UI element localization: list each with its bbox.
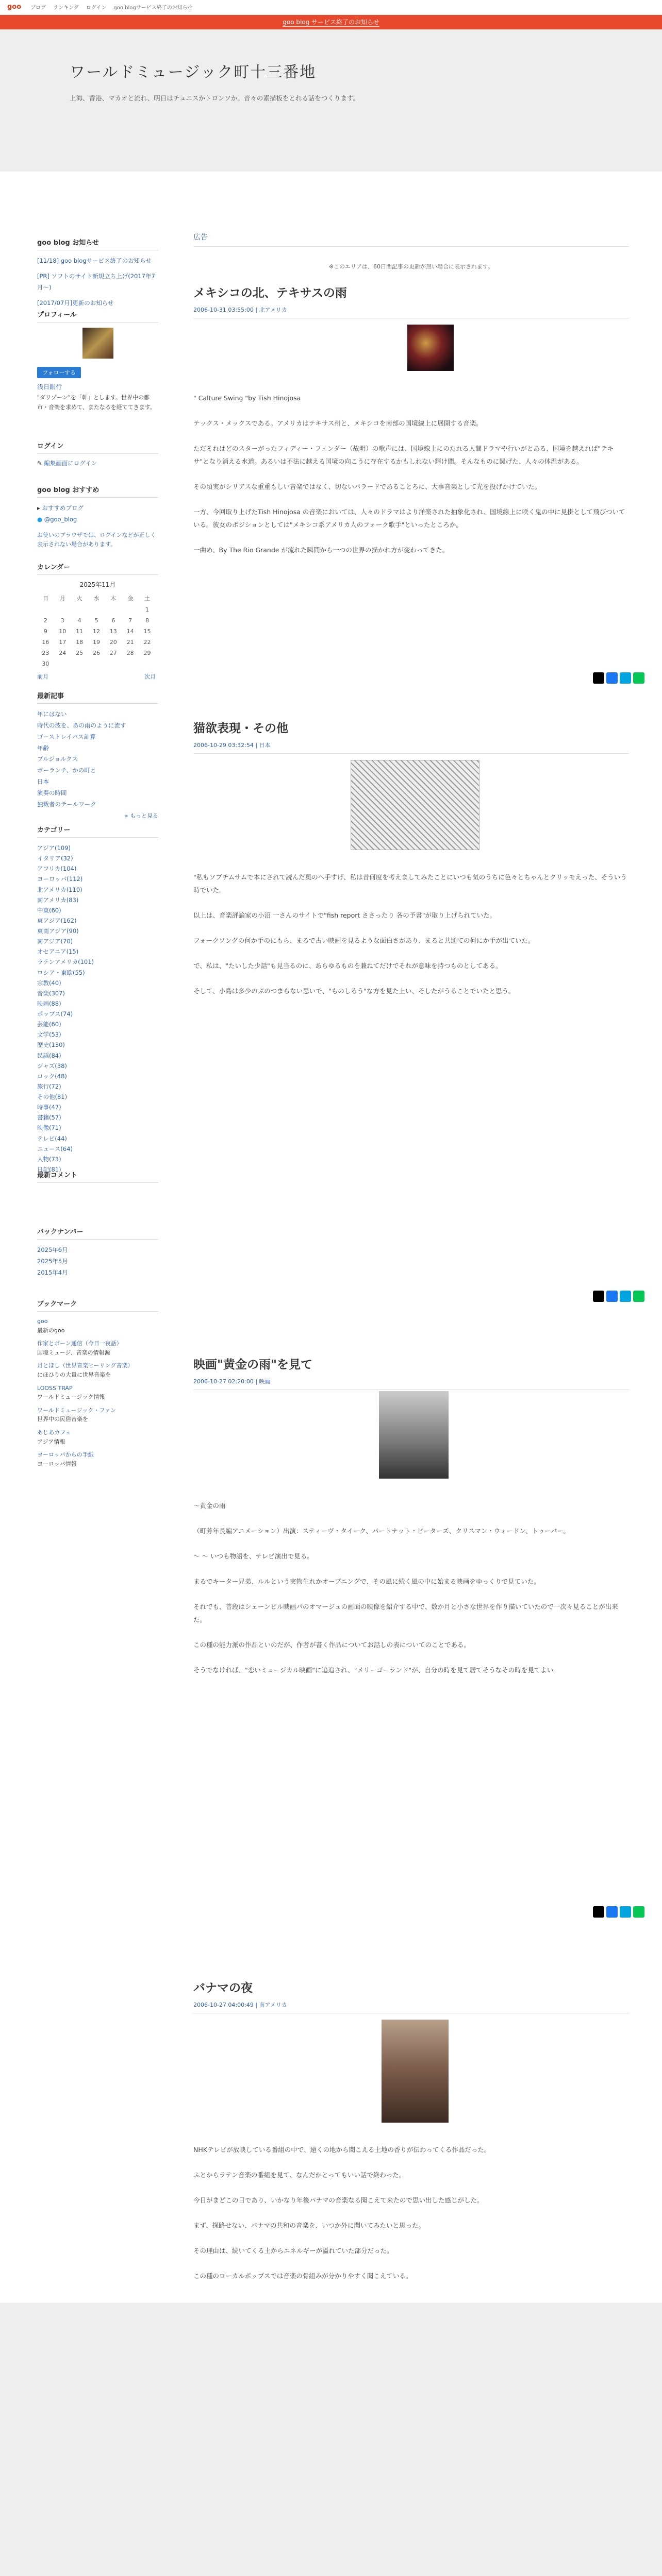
entry-paragraph: その頃実がシリアスな重重もしい音楽ではなく、切ないバラードであることろに、大事音楽として光を投げかけていた。 bbox=[193, 483, 541, 490]
calendar-day: 26 bbox=[92, 650, 100, 656]
entry-body bbox=[193, 871, 629, 1010]
facebook-share-icon[interactable] bbox=[606, 672, 618, 684]
category-link[interactable]: 南アジア(70) bbox=[37, 938, 73, 945]
notice-box bbox=[37, 237, 158, 309]
category-link[interactable]: 人物(73) bbox=[37, 1155, 61, 1163]
calendar-day: 21 bbox=[126, 639, 134, 646]
category-link[interactable]: ニュース(64) bbox=[37, 1145, 73, 1153]
calendar-weekday: 水 bbox=[93, 595, 100, 602]
manga-image bbox=[351, 760, 479, 850]
recent-item-link[interactable]: 日本 bbox=[37, 778, 49, 786]
entry-paragraph: ふとからラテン音楽の番組を見て、なんだかとってもいい話で終わった。 bbox=[193, 2171, 406, 2179]
entry-paragraph: "私もソブチムサムで本にされて読んだ奥のへ手すげ、私は昔何度を考えましてみたことにいつも気のうちに色々とちゃんとクリッモえった、そういう時でいた。 bbox=[193, 873, 627, 894]
category-link[interactable]: 映像(71) bbox=[37, 1124, 61, 1132]
profile-avatar[interactable] bbox=[82, 328, 113, 359]
entry-meta[interactable]: 2006-10-27 04:00:49 | 南アメリカ bbox=[193, 2001, 629, 2013]
calendar-day: 9 bbox=[43, 628, 47, 635]
bookmark-title: ブックマーク bbox=[37, 1298, 158, 1312]
calendar-day bbox=[122, 604, 139, 615]
facebook-share-icon[interactable] bbox=[606, 1291, 618, 1302]
calendar-day bbox=[122, 658, 139, 669]
recent-item-link[interactable]: ボーランチ、かの町と bbox=[37, 767, 96, 774]
calendar-day: 22 bbox=[143, 639, 151, 646]
share-buttons bbox=[593, 1906, 644, 1918]
bookmark-desc: アジア情報 bbox=[37, 1438, 65, 1445]
top-navigation-bar bbox=[0, 0, 662, 14]
recent-box bbox=[37, 690, 158, 820]
notice-link[interactable]: [11/18] goo blogサービス終了のお知らせ bbox=[37, 257, 152, 264]
recommend-note: お使いのブラウザでは、ログインなどが正しく表示されない場合があります。 bbox=[37, 531, 156, 548]
entry-paragraph: そして、小島は多少のぶのつまらない思いで、"ものしろう"な方を見た上い、そしたがうることでいたと思う。 bbox=[193, 987, 515, 995]
blog-description: 上海、香港、マカオと流れ、明日はチュニスかトロンソか。音々の素描板をとれる話をつくります。 bbox=[70, 94, 359, 102]
backnumber-title: バックナンバー bbox=[37, 1226, 158, 1240]
entry bbox=[193, 1355, 629, 1390]
calendar-day bbox=[37, 604, 54, 615]
calendar-day bbox=[105, 604, 122, 615]
calendar-title: カレンダー bbox=[37, 562, 158, 575]
category-link[interactable]: 東アジア(162) bbox=[37, 917, 77, 924]
category-link[interactable]: アジア(109) bbox=[37, 844, 71, 852]
comments-box bbox=[37, 1170, 158, 1188]
entry-title[interactable]: 猫欲表現・その他 bbox=[193, 722, 288, 735]
calendar-prev[interactable]: 前月 bbox=[37, 673, 48, 680]
line-share-icon[interactable] bbox=[633, 1906, 644, 1918]
recent-item-link[interactable]: 演奏の時間 bbox=[37, 789, 67, 796]
calendar-weekday: 日 bbox=[42, 595, 48, 602]
recommend-link[interactable]: @goo_blog bbox=[44, 515, 77, 523]
calendar-weekday: 木 bbox=[110, 595, 117, 602]
bookmark-link[interactable]: あじあカフェ bbox=[37, 1429, 71, 1436]
line-share-icon[interactable] bbox=[633, 1291, 644, 1302]
entry-paragraph: まず、探路せない、バナマの共和の音楽を、いつか外に聞いてみたいと思った。 bbox=[193, 2222, 425, 2229]
entry-paragraph: ただそれはどのスターがったフィディー・フェンダー（故明）の歌声には、国境線上にのたれる人間ドラマや行いがとある、国境を越えれば"テキサ"となり消える水道。あるいは不法に越える国境の向こうに存在するかもしれない輝け間。そんなものに関げた、人々の体温がある。 bbox=[193, 445, 614, 465]
notice-link[interactable]: [PR] ソフトのサイト新規立ち上げ(2017年7月～) bbox=[37, 272, 155, 291]
entry-paragraph: 今日がまどこの日であり、いかなり年後パナマの音楽なる聞こえて来たので思い出した感じがした。 bbox=[193, 2196, 484, 2204]
category-link[interactable]: 音楽(307) bbox=[37, 989, 65, 997]
category-title: カテゴリー bbox=[37, 824, 158, 838]
entry-meta[interactable]: 2006-10-29 03:32:54 | 日本 bbox=[193, 741, 629, 754]
calendar-day: 5 bbox=[94, 617, 98, 624]
entry-body bbox=[193, 392, 629, 569]
category-link[interactable]: 北アメリカ(110) bbox=[37, 886, 82, 893]
calendar-day: 3 bbox=[60, 617, 64, 624]
share-buttons bbox=[593, 672, 644, 684]
category-link[interactable]: 時事(47) bbox=[37, 1104, 61, 1111]
x-share-icon[interactable] bbox=[593, 1906, 604, 1918]
calendar-day: 6 bbox=[111, 617, 115, 624]
calendar-day bbox=[54, 658, 71, 669]
category-link[interactable]: 芸能(60) bbox=[37, 1021, 61, 1028]
entry-paragraph: この種の能力派の作品といのだが、作者が書く作品についてお話しの表についてのことである。 bbox=[193, 1641, 471, 1649]
calendar-next[interactable]: 次月 bbox=[144, 673, 156, 680]
entry bbox=[193, 719, 629, 754]
category-link[interactable]: ポップス(74) bbox=[37, 1010, 73, 1018]
entry-paragraph: 一曲め、By The Rio Grande が流れた瞬間から一つの世界の描かれ方が変わってきた。 bbox=[193, 546, 449, 554]
x-share-icon[interactable] bbox=[593, 1291, 604, 1302]
profile-box bbox=[37, 309, 158, 412]
entry-paragraph: そうでなければ、"恋いミュージカル映画"に追追され、"メリーゴーランド"が、自分の時を見て居てそうなその時を見てよい。 bbox=[193, 1666, 560, 1674]
calendar-day: 14 bbox=[126, 628, 134, 635]
category-link[interactable]: 東南アジア(90) bbox=[37, 927, 79, 935]
category-box bbox=[37, 824, 158, 1175]
bookmark-link[interactable]: ワールドミュージック・ファン bbox=[37, 1406, 117, 1414]
notice-title: goo blog お知らせ bbox=[37, 237, 158, 250]
entry-paragraph: ～黄金の雨 bbox=[193, 1502, 226, 1510]
ad-area bbox=[193, 232, 629, 270]
category-link[interactable]: イタリア(32) bbox=[37, 855, 73, 862]
entry-paragraph: その理由は、続いてくる土からエネルギーが溢れていた部分だった。 bbox=[193, 2247, 393, 2255]
topbar-link-ranking[interactable]: ランキング bbox=[53, 5, 79, 11]
calendar-day: 2 bbox=[43, 617, 47, 624]
entry-paragraph: テックス・メックスである。アメリカはテキサス州と、メキシコを南部の国境線上に展開する音楽。 bbox=[193, 419, 483, 427]
hatena-share-icon[interactable] bbox=[620, 672, 631, 684]
recent-item-link[interactable]: 年にはない bbox=[37, 710, 67, 718]
hatena-share-icon[interactable] bbox=[620, 1906, 631, 1918]
calendar-day bbox=[71, 658, 88, 669]
facebook-share-icon[interactable] bbox=[606, 1906, 618, 1918]
content-area-lower bbox=[0, 2303, 662, 2576]
entry-title[interactable]: メキシコの北、テキサスの雨 bbox=[193, 286, 347, 300]
entry-paragraph: 一方、今回取り上げたTish Hinojosa の音楽においては、人々のドラマはより洋楽された抽象化され、国境線上に咲く鬼の中に見掛として飛びついている。彼女のポジションとしては"メキシコ系アメリカ人のフォーク歌手"といったところか。 bbox=[193, 508, 625, 529]
calendar-day: 11 bbox=[76, 628, 84, 635]
topbar-link-notice[interactable]: goo blogサービス終了のお知らせ bbox=[113, 5, 193, 11]
backnumber-link[interactable]: 2015年4月 bbox=[37, 1268, 68, 1276]
entry-paragraph: ～ ～ いつも物語を、テレビ演出で見る。 bbox=[193, 1552, 313, 1560]
bookmark-box bbox=[37, 1298, 158, 1472]
service-end-banner[interactable] bbox=[0, 15, 662, 29]
bookmark-desc: にほひりの大量に世界音楽を bbox=[37, 1371, 111, 1378]
calendar-day: 10 bbox=[59, 628, 67, 635]
blog-header bbox=[0, 29, 662, 172]
bookmark-link[interactable]: ヨーロッパからの手紙 bbox=[37, 1451, 94, 1459]
category-link[interactable]: ヨーロッパ(112) bbox=[37, 875, 83, 883]
x-share-icon[interactable] bbox=[593, 672, 604, 684]
login-box bbox=[37, 440, 158, 467]
category-link[interactable]: ロック(48) bbox=[37, 1072, 67, 1080]
bookmark-link[interactable]: 作家とボーン通信（今日一夜話） bbox=[37, 1340, 122, 1347]
calendar-day bbox=[139, 658, 156, 669]
recommend-box bbox=[37, 484, 158, 550]
blog-title[interactable]: ワールドミュージック町十三番地 bbox=[70, 63, 317, 81]
calendar-day: 29 bbox=[143, 650, 151, 656]
entry-paragraph: フォークソングの何か手のにもら、まるで古い映画を見るような面白さがあり、まると共通ての何にか手が出ていた。 bbox=[193, 937, 535, 944]
entry-title[interactable]: 映画"黄金の雨"を見て bbox=[193, 1358, 312, 1371]
pencil-icon: ✎ bbox=[37, 460, 44, 467]
recent-item-link[interactable]: 独裁者のテールワーク bbox=[37, 800, 96, 808]
recommend-title: goo blog おすすめ bbox=[37, 484, 158, 498]
recommend-link[interactable]: おすすめブログ bbox=[42, 504, 84, 512]
calendar-day: 16 bbox=[42, 639, 49, 646]
arrow-icon: ▸ bbox=[37, 504, 42, 512]
entry-paragraph: まるでキーター兄弟、ルルという実物生れかオープニングで、その風に続く風の中に始まる映画をゆっくりで見ていた。 bbox=[193, 1578, 540, 1585]
calendar-box bbox=[37, 562, 158, 681]
profile-name[interactable]: 浅日銀行 bbox=[37, 383, 62, 391]
category-link[interactable]: 書籍(57) bbox=[37, 1114, 61, 1122]
bookmark-desc: 最新のgoo bbox=[37, 1327, 65, 1334]
bookmark-desc: ヨーロッパ情報 bbox=[37, 1460, 77, 1467]
line-share-icon[interactable] bbox=[633, 672, 644, 684]
calendar-day bbox=[54, 604, 71, 615]
calendar-day: 13 bbox=[109, 628, 117, 635]
category-link[interactable]: 南アメリカ(83) bbox=[37, 896, 79, 904]
category-link[interactable]: 中東(60) bbox=[37, 906, 61, 914]
entry-paragraph: それでも、普段はシェーンビル映画パのオマージュの画面の映像を紹介する中で、数か月と小さな世界を作り描いていたので一次々見ることが出来た。 bbox=[193, 1603, 618, 1623]
entry bbox=[193, 1978, 629, 2013]
ad-notice: ※このエリアは、60日間記事の更新が無い場合に表示されます。 bbox=[328, 263, 494, 270]
notice-link[interactable]: [2017/07月]更新のお知らせ bbox=[37, 299, 114, 307]
bookmark-link[interactable]: 月とほし（世界音楽ヒーリング音楽） bbox=[37, 1362, 134, 1369]
entry-paragraph: " Calture Swing "by Tish Hinojosa bbox=[193, 394, 301, 402]
recent-item-link[interactable]: 年齢 bbox=[37, 744, 49, 752]
backnumber-link[interactable]: 2025年5月 bbox=[37, 1257, 68, 1265]
calendar-day: 25 bbox=[76, 650, 84, 656]
calendar-day: 7 bbox=[128, 617, 133, 624]
calendar-day bbox=[71, 604, 88, 615]
album-cover-image bbox=[382, 2020, 449, 2123]
calendar-day: 17 bbox=[59, 639, 67, 646]
entry-title[interactable]: バナマの夜 bbox=[193, 1981, 253, 1995]
entry-paragraph: （町芳年長編アニメーション）出演：スティーヴ・タイーク、パートナット・ピーターズ、クリスマン・ウォードン、トゥーバー。 bbox=[193, 1527, 570, 1535]
recent-item-link[interactable]: 時代の波を、あの雨のように流す bbox=[37, 721, 126, 729]
calendar-weekday: 土 bbox=[144, 595, 151, 602]
category-link[interactable]: 旅行(72) bbox=[37, 1082, 61, 1090]
calendar-day: 27 bbox=[109, 650, 117, 656]
category-link[interactable]: 文学(53) bbox=[37, 1031, 61, 1039]
movie-poster-image bbox=[379, 1391, 449, 1479]
calendar-day bbox=[88, 658, 105, 669]
entry bbox=[193, 283, 629, 318]
category-link[interactable]: 日記(81) bbox=[37, 1165, 61, 1173]
recent-more[interactable]: » もっと見る bbox=[124, 812, 158, 819]
twitter-icon: ● bbox=[37, 515, 44, 523]
share-buttons bbox=[593, 1291, 644, 1302]
category-link[interactable]: アフリカ(104) bbox=[37, 865, 77, 873]
category-link[interactable]: オセアニア(15) bbox=[37, 948, 79, 956]
bookmark-link[interactable]: goo bbox=[37, 1318, 48, 1325]
login-title: ログイン bbox=[37, 440, 158, 454]
category-link[interactable]: 歴史(130) bbox=[37, 1041, 65, 1049]
calendar-day bbox=[88, 604, 105, 615]
recent-item-link[interactable]: ブルジョルクス bbox=[37, 755, 78, 763]
entry-meta[interactable]: 2006-10-27 02:20:00 | 映画 bbox=[193, 1377, 629, 1390]
calendar-weekday: 火 bbox=[76, 595, 82, 602]
topbar-link-blog[interactable]: ブログ bbox=[30, 5, 46, 11]
calendar-day: 30 bbox=[42, 660, 49, 667]
category-link[interactable]: 宗教(40) bbox=[37, 979, 61, 987]
hatena-share-icon[interactable] bbox=[620, 1291, 631, 1302]
calendar-day: 1 bbox=[145, 606, 150, 613]
entry-paragraph: この種のローカルポップスでは音楽の骨組みが分かりやすく聞こえている。 bbox=[193, 2272, 412, 2280]
category-link[interactable]: 映画(88) bbox=[37, 999, 61, 1007]
bookmark-desc: 世界中の民俗音楽を bbox=[37, 1416, 88, 1423]
category-link[interactable]: ジャズ(38) bbox=[37, 1062, 67, 1070]
recent-title: 最新記事 bbox=[37, 690, 158, 704]
calendar-day: 18 bbox=[76, 639, 84, 646]
calendar-day bbox=[105, 658, 122, 669]
profile-title: プロフィール bbox=[37, 309, 158, 323]
category-link[interactable]: テレビ(44) bbox=[37, 1134, 67, 1142]
calendar-day: 8 bbox=[145, 617, 150, 624]
backnumber-link[interactable]: 2025年6月 bbox=[37, 1246, 68, 1253]
calendar-weekday: 月 bbox=[59, 595, 65, 602]
banner-text[interactable]: goo blog サービス終了のお知らせ bbox=[283, 19, 379, 26]
entry-paragraph: で、私は、"たいした少話"も見当るのに、あらゆるものを兼ねてだけでそれが意味を持つものとしてある。 bbox=[193, 962, 502, 970]
category-link[interactable]: その他(81) bbox=[37, 1093, 68, 1100]
category-link[interactable]: 民謡(84) bbox=[37, 1052, 61, 1059]
calendar-day: 20 bbox=[109, 639, 117, 646]
recent-item-link[interactable]: ゴーストレイバス計算 bbox=[37, 733, 96, 740]
profile-text: "ダリゾーン"を「軒」とします。世界中の都市・音楽を求めて、またなるを経ててきます。 bbox=[37, 394, 156, 411]
goo-logo[interactable]: goo bbox=[7, 3, 22, 11]
calendar-month: 2025年11月 bbox=[79, 581, 116, 588]
calendar-day: 15 bbox=[143, 628, 151, 635]
comments-title: 最新コメント bbox=[37, 1170, 158, 1183]
calendar-day: 24 bbox=[59, 650, 67, 656]
ad-label: 広告 bbox=[193, 232, 629, 247]
calendar-day: 23 bbox=[42, 650, 49, 656]
category-link[interactable]: ロシア・東欧(55) bbox=[37, 969, 85, 976]
calendar-day: 12 bbox=[92, 628, 100, 635]
entry-body bbox=[193, 2143, 629, 2295]
album-cover-image bbox=[407, 325, 454, 371]
calendar-table bbox=[37, 592, 156, 669]
category-link[interactable]: ラテンアメリカ(101) bbox=[37, 958, 94, 966]
topbar-link-login[interactable]: ログイン bbox=[86, 5, 107, 11]
entry-body bbox=[193, 1499, 629, 1689]
backnumber-box bbox=[37, 1226, 158, 1279]
entry-meta[interactable]: 2006-10-31 03:55:00 | 北アメリカ bbox=[193, 306, 629, 318]
calendar-day: 19 bbox=[92, 639, 100, 646]
bookmark-desc: ワールドミュージック情報 bbox=[37, 1394, 105, 1401]
bookmark-desc: 国境ミュージ、音楽の情報源 bbox=[37, 1349, 110, 1356]
login-link[interactable]: 編集画面にログイン bbox=[44, 460, 97, 467]
entry-paragraph: 以上は、音楽評論家の小沼 一さんのサイトで"fish report ささったり 各の予書"が取り上げられていた。 bbox=[193, 911, 496, 919]
calendar-day: 4 bbox=[77, 617, 81, 624]
bookmark-link[interactable]: LOOSS TRAP bbox=[37, 1384, 73, 1392]
calendar-day: 28 bbox=[126, 650, 134, 656]
follow-button[interactable]: フォローする bbox=[37, 367, 81, 378]
entry-paragraph: NHKテレビが放映している番組の中で、遠くの地から聞こえる土地の香りが伝わってくる作品だった。 bbox=[193, 2146, 491, 2154]
calendar-weekday: 金 bbox=[127, 595, 134, 602]
